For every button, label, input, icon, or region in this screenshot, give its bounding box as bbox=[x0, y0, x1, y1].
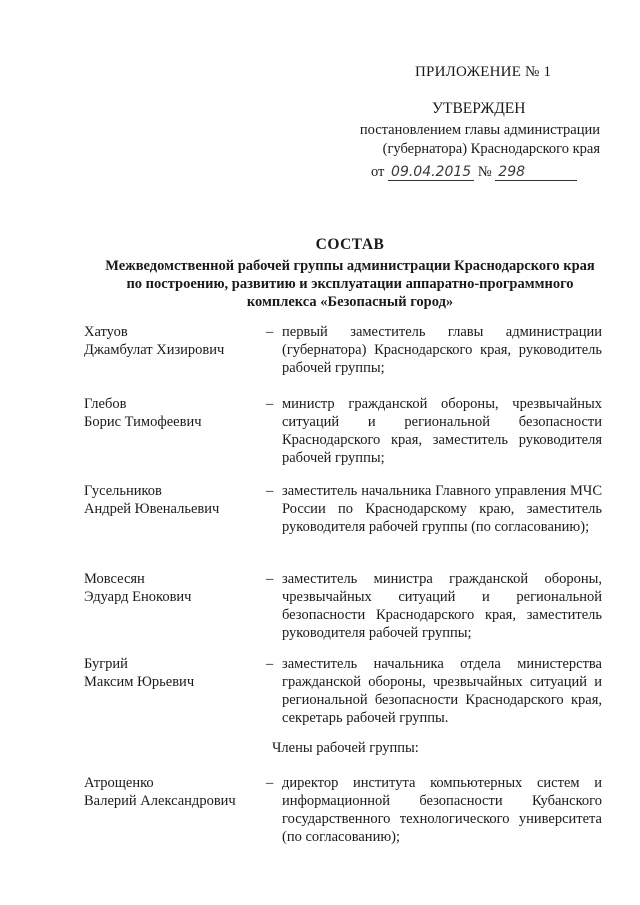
member-surname: Мовсесян bbox=[84, 571, 145, 587]
appendix-label: ПРИЛОЖЕНИЕ № 1 bbox=[415, 64, 552, 80]
member-name bbox=[84, 323, 264, 359]
member-given-name: Джамбулат Хизирович bbox=[84, 342, 225, 358]
handwritten-date: 09.04.2015 bbox=[388, 164, 474, 181]
number-prefix: № bbox=[477, 164, 492, 180]
document-title bbox=[80, 236, 620, 311]
member-surname: Глебов bbox=[84, 396, 127, 412]
member-given-name: Валерий Александрович bbox=[84, 793, 236, 809]
dash: – bbox=[266, 324, 274, 340]
member-surname: Гусельников bbox=[84, 483, 162, 499]
member-name bbox=[84, 395, 264, 431]
dash: – bbox=[266, 396, 274, 412]
approved-by-text bbox=[360, 121, 600, 159]
members-heading: Члены рабочей группы: bbox=[272, 740, 419, 756]
member-surname: Хатуов bbox=[84, 324, 128, 340]
member-position: первый заместитель главы администрации (губернатора) Краснодарского края, руководитель рабочей группы; bbox=[282, 324, 602, 376]
member-surname: Бугрий bbox=[84, 656, 128, 672]
member-given-name: Эдуард Енокович bbox=[84, 589, 192, 605]
approval-date-line bbox=[371, 164, 577, 181]
member-given-name: Максим Юрьевич bbox=[84, 674, 195, 690]
member-name bbox=[84, 482, 264, 518]
dash: – bbox=[266, 571, 274, 587]
member-name bbox=[84, 655, 264, 691]
date-prefix: от bbox=[371, 164, 385, 180]
member-position: заместитель начальника Главного управления МЧС России по Краснодарскому краю, заместитель руководителя рабочей группы (по согласованию); bbox=[282, 483, 602, 535]
dash: – bbox=[266, 656, 274, 672]
title-line: комплекса «Безопасный город» bbox=[246, 294, 454, 310]
member-given-name: Андрей Ювенальевич bbox=[84, 501, 220, 517]
dash: – bbox=[266, 483, 274, 499]
member-given-name: Борис Тимофеевич bbox=[84, 414, 202, 430]
member-surname: Атрощенко bbox=[84, 775, 154, 791]
member-position: заместитель начальника отдела министерства гражданской обороны, чрезвычайных ситуаций и региональной безопасности Краснодарского края, секретарь рабочей группы. bbox=[282, 656, 602, 726]
approved-by-line: (губернатора) Краснодарского края bbox=[382, 141, 600, 157]
member-position: заместитель министра гражданской обороны, чрезвычайных ситуаций и региональной безопасности Краснодарского края, заместитель руководителя рабочей группы; bbox=[282, 571, 602, 641]
dash: – bbox=[266, 775, 274, 791]
title-line: СОСТАВ bbox=[315, 236, 385, 253]
handwritten-number: 298 bbox=[495, 164, 577, 181]
member-position: директор института компьютерных систем и информационной безопасности Кубанского государственного технологического университета (по согласованию); bbox=[282, 775, 602, 845]
approved-label: УТВЕРЖДЕН bbox=[432, 100, 526, 117]
title-line: по построению, развитию и эксплуатации аппаратно-программного bbox=[126, 276, 574, 292]
approved-by-line: постановлением главы администрации bbox=[359, 122, 600, 138]
member-position: министр гражданской обороны, чрезвычайных ситуаций и региональной безопасности Краснодарского края, заместитель руководителя рабочей группы; bbox=[282, 396, 602, 466]
member-name bbox=[84, 774, 264, 810]
title-line: Межведомственной рабочей группы администрации Краснодарского края bbox=[105, 258, 595, 274]
member-name bbox=[84, 570, 264, 606]
